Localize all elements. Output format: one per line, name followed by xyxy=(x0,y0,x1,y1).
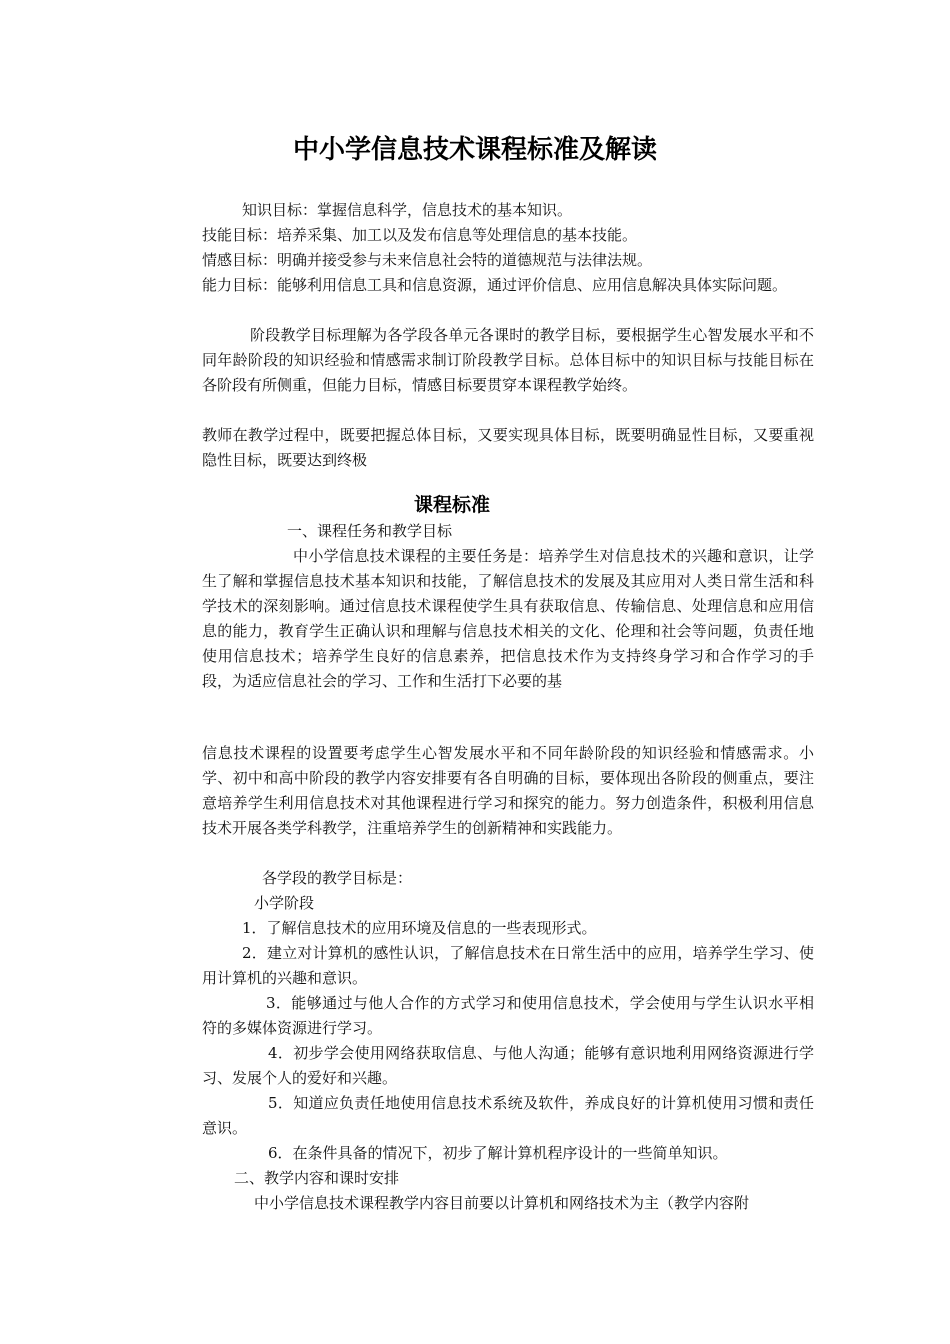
paragraph-course-setting: 信息技术课程的设置要考虑学生心智发展水平和不同年龄阶段的知识经验和情感需求。小学、初中和高中阶段的教学内容安排要有各自明确的目标，要体现出各阶段的侧重点，要注意培养学生利用信息技术对其他课程进行学习和探究的能力。努力创造条件，积极利用信息技术开展各类学科教学，注重培养学生的创新精神和实践能力。 xyxy=(202,744,814,837)
list-item-5: 5．知道应负责任地使用信息技术系统及软件，养成良好的计算机使用习惯和责任意识。 xyxy=(202,1094,814,1137)
paragraph-teacher: 教师在教学过程中，既要把握总体目标，又要实现具体目标，既要明确显性目标，又要重视隐性目标，既要达到终极 xyxy=(202,426,814,469)
primary-stage-label: 小学阶段 xyxy=(254,894,315,912)
list-item-3: 3．能够通过与他人合作的方式学习和使用信息技术，学会使用与学生认识水平相符的多媒体资源进行学习。 xyxy=(202,994,814,1037)
paragraph-teaching-content: 中小学信息技术课程教学内容目前要以计算机和网络技术为主（教学内容附 xyxy=(254,1194,750,1212)
document-title: 中小学信息技术课程标准及解读 xyxy=(292,135,657,165)
goal-knowledge: 知识目标：掌握信息科学，信息技术的基本知识。 xyxy=(242,201,573,219)
section1-heading: 一、课程任务和教学目标 xyxy=(287,522,453,540)
paragraph-stage-goals: 阶段教学目标理解为各学段各单元各课时的教学目标，要根据学生心智发展水平和不同年龄阶段的知识经验和情感需求制订阶段教学目标。总体目标中的知识目标与技能目标在各阶段有所侧重，但能力目标，情感目标要贯穿本课程教学始终。 xyxy=(202,326,814,394)
list-item-1: 1．了解信息技术的应用环境及信息的一些表现形式。 xyxy=(242,919,597,937)
stage-goals-label: 各学段的教学目标是： xyxy=(262,869,413,887)
section-subtitle: 课程标准 xyxy=(413,494,490,516)
list-item-2: 2．建立对计算机的感性认识，了解信息技术在日常生活中的应用，培养学生学习、使用计算机的兴趣和意识。 xyxy=(202,944,814,987)
goal-skill: 技能目标：培养采集、加工以及发布信息等处理信息的基本技能。 xyxy=(202,226,638,244)
goal-ability: 能力目标：能够利用信息工具和信息资源，通过评价信息、应用信息解决具体实际问题。 xyxy=(202,276,788,294)
list-item-4: 4．初步学会使用网络获取信息、与他人沟通；能够有意识地利用网络资源进行学习、发展个人的爱好和兴趣。 xyxy=(202,1044,814,1087)
paragraph-course-task: 中小学信息技术课程的主要任务是：培养学生对信息技术的兴趣和意识，让学生了解和掌握信息技术基本知识和技能，了解信息技术的发展及其应用对人类日常生活和科学技术的深刻影响。通过信息技术课程使学生具有获取信息、传输信息、处理信息和应用信息的能力，教育学生正确认识和理解与信息技术相关的文化、伦理和社会等问题，负责任地使用信息技术；培养学生良好的信息素养，把信息技术作为支持终身学习和合作学习的手段，为适应信息社会的学习、工作和生活打下必要的基 xyxy=(202,547,814,690)
list-item-6: 6．在条件具备的情况下，初步了解计算机程序设计的一些简单知识。 xyxy=(268,1144,728,1162)
section2-heading: 二、教学内容和课时安排 xyxy=(234,1169,400,1187)
goal-emotion: 情感目标：明确并接受参与未来信息社会特的道德规范与法律法规。 xyxy=(202,251,653,269)
